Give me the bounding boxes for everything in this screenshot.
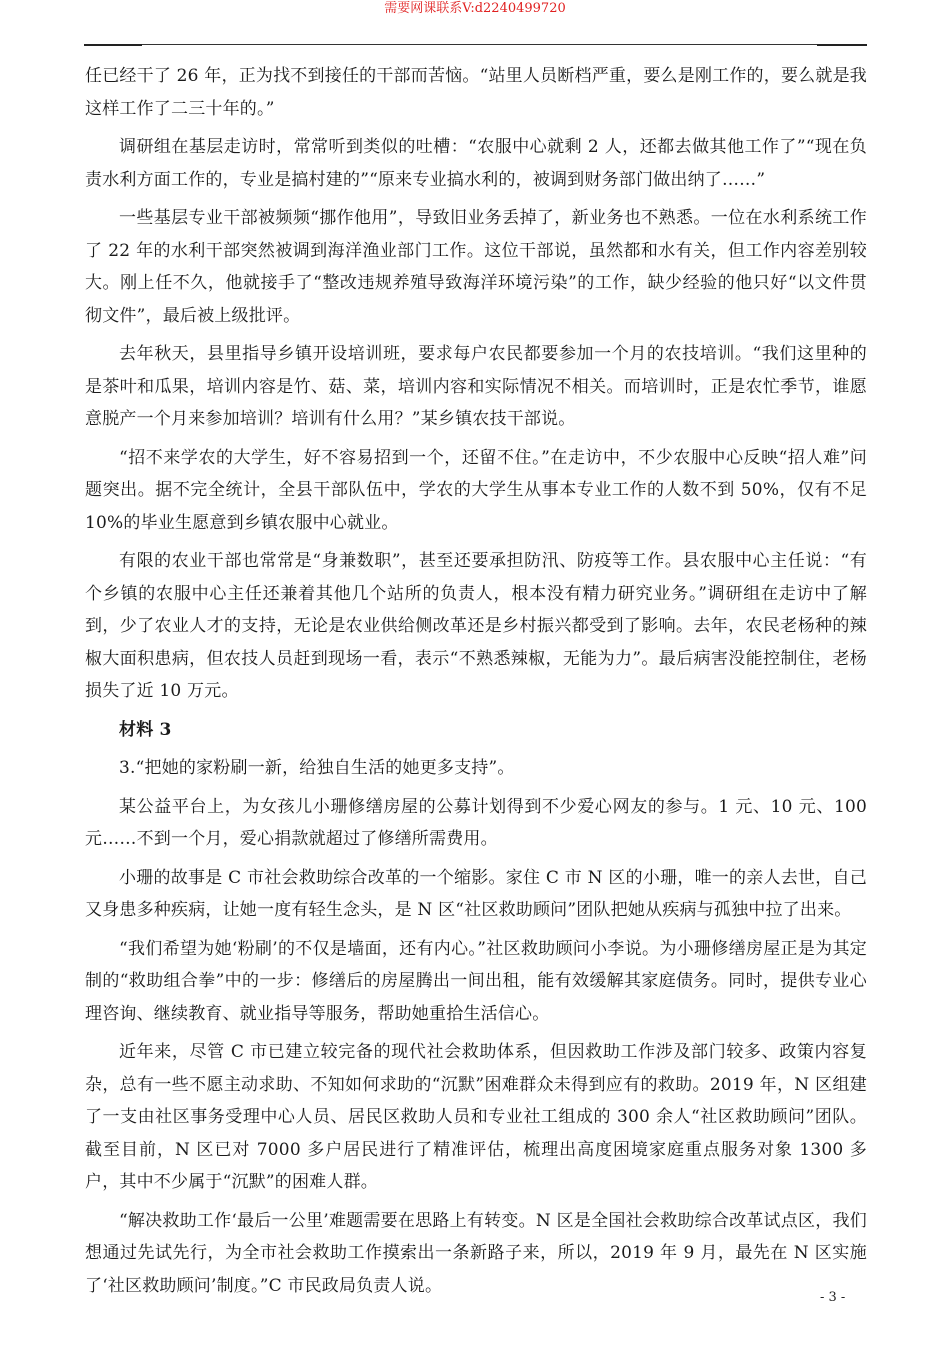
paragraph: “解决救助工作‘最后一公里’难题需要在思路上有转变。N 区是全国社会救助综合改革试点区，我们想通过先试先行，为全市社会救助工作摸索出一条新路子来，所以，2019 年 9 月，最先在 N 区实施了‘社区救助顾问’制度。”C 市民政局负责人说。 [85,1210,867,1296]
watermark-text: 需要网课联系V:d2240499720 [384,1,566,16]
paragraph: 小珊的故事是 C 市社会救助综合改革的一个缩影。家住 C 市 N 区的小珊，唯一的亲人去世，自己又身患多种疾病，让她一度有轻生念头，是 N 区“社区救助顾问”团队把她从疾病与孤独中拉了出来。 [85,867,867,920]
section-heading: 材料 3 [119,719,172,740]
header-rule-middle [142,44,817,45]
paragraph: 3.“把她的家粉刷一新，给独自生活的她更多支持”。 [119,758,515,778]
paragraph: 一些基层专业干部被频频“挪作他用”，导致旧业务丢掉了，新业务也不熟悉。一位在水利系统工作了 22 年的水利干部突然被调到海洋渔业部门工作。这位干部说，虽然都和水有关，但工作内容差别较大。刚上任不久，他就接手了“整改违规养殖导致海洋环境污染”的工作，缺少经验的他只好“以文件贯彻文件”，最后被上级批评。 [85,208,867,326]
paragraph: 调研组在基层走访时，常常听到类似的吐槽：“农服中心就剩 2 人，还都去做其他工作了”“现在负责水利方面工作的，专业是搞村建的”“原来专业搞水利的，被调到财务部门做出纳了……” [85,137,867,190]
paragraph: “我们希望为她‘粉刷’的不仅是墙面，还有内心。”社区救助顾问小李说。为小珊修缮房屋正是为其定制的“救助组合拳”中的一步：修缮后的房屋腾出一间出租，能有效缓解其家庭债务。同时，提供专业心理咨询、继续教育、就业指导等服务，帮助她重拾生活信心。 [85,938,867,1024]
paragraph: 去年秋天，县里指导乡镇开设培训班，要求每户农民都要参加一个月的农技培训。“我们这里种的是茶叶和瓜果，培训内容是竹、菇、菜，培训内容和实际情况不相关。而培训时，正是农忙季节，谁愿意脱产一个月来参加培训？培训有什么用？”某乡镇农技干部说。 [85,344,867,429]
paragraph: 近年来，尽管 C 市已建立较完备的现代社会救助体系，但因救助工作涉及部门较多、政策内容复杂，总有一些不愿主动求助、不知如何求助的“沉默”困难群众未得到应有的救助。2019 年，N 区组建了一支由社区事务受理中心人员、居民区救助人员和专业社工组成的 300 余人“社区救助顾问”团队。截至目前，N 区已对 7000 多户居民进行了精准评估，梳理出高度困境家庭重点服务对象 1300 多户，其中不少属于“沉默”的困难人群。 [85,1042,867,1192]
paragraph: 任已经干了 26 年，正为找不到接任的干部而苦恼。“站里人员断档严重，要么是刚工作的，要么就是我这样工作了二三十年的。” [85,66,867,119]
paragraph: 有限的农业干部也常常是“身兼数职”，甚至还要承担防汛、防疫等工作。县农服中心主任说：“有个乡镇的农服中心主任还兼着其他几个站所的负责人，根本没有精力研究业务。”调研组在走访中了解到，少了农业人才的支持，无论是农业供给侧改革还是乡村振兴都受到了影响。去年，农民老杨种的辣椒大面积患病，但农技人员赶到现场一看，表示“不熟悉辣椒，无能为力”。最后病害没能控制住，老杨损失了近 10 万元。 [85,551,867,701]
page-number: - 3 - [820,1290,846,1305]
document-body [85,60,867,1308]
header-rule-left [84,44,142,46]
header-rule-right [817,44,867,46]
paragraph: 某公益平台上，为女孩儿小珊修缮房屋的公募计划得到不少爱心网友的参与。1 元、10 元、100 元……不到一个月，爱心捐款就超过了修缮所需费用。 [85,796,867,849]
paragraph: “招不来学农的大学生，好不容易招到一个，还留不住。”在走访中，不少农服中心反映“招人难”问题突出。据不完全统计，全县干部队伍中，学农的大学生从事本专业工作的人数不到 50%，仅有不足 10%的毕业生愿意到乡镇农服中心就业。 [85,447,867,533]
